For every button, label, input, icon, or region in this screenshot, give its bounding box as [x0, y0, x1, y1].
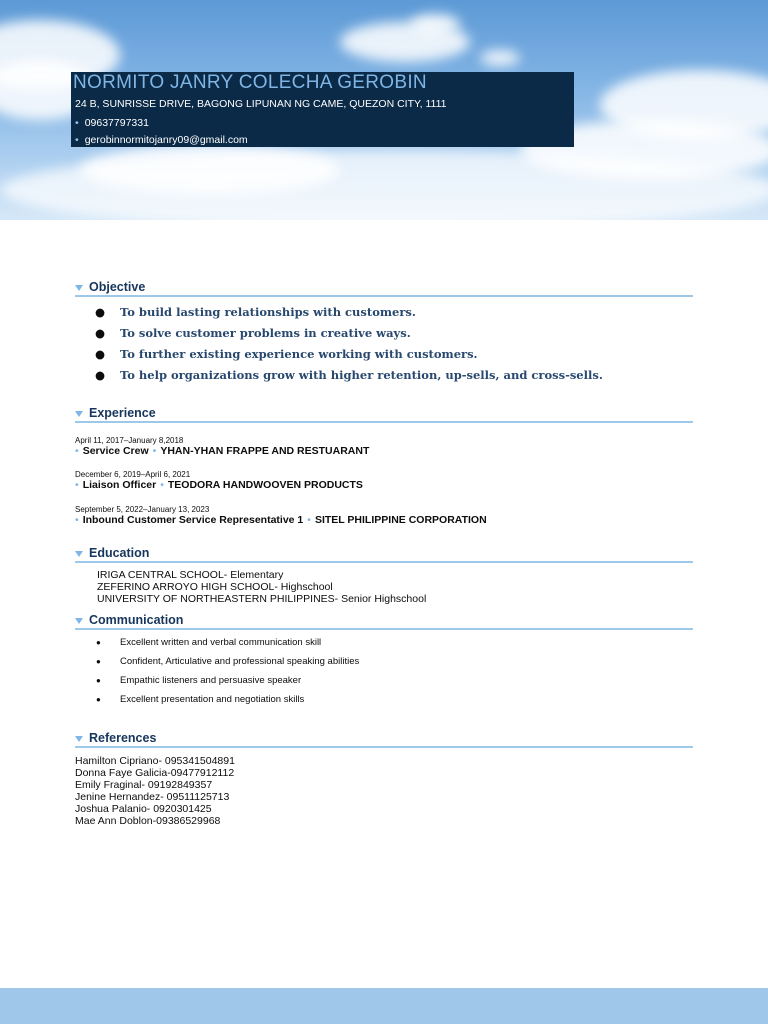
list-item — [95, 325, 603, 346]
header-contact-box — [71, 72, 574, 147]
separator: • — [75, 445, 79, 457]
reference-item: Joshua Palanio- 0920301425 — [75, 803, 212, 815]
section-title-education — [75, 546, 149, 560]
triangle-down-icon — [75, 411, 83, 417]
list-item — [96, 674, 359, 693]
communication-list — [96, 636, 359, 712]
phone: 09637797331 — [84, 117, 149, 129]
reference-item: Emily Fraginal- 09192849357 — [75, 779, 213, 791]
objective-text: To further existing experience working with customers. — [120, 347, 478, 361]
objective-list — [95, 304, 603, 388]
list-item — [95, 367, 603, 388]
separator: • — [307, 514, 311, 526]
references-title: References — [89, 731, 157, 745]
address: 24 B, SUNRISSE DRIVE, BAGONG LIPUNAN NG CAME, QUEZON CITY, 1111 — [75, 98, 447, 110]
separator: • — [75, 479, 79, 491]
triangle-down-icon — [75, 285, 83, 291]
section-rule — [75, 421, 693, 423]
list-item — [96, 693, 359, 712]
section-rule — [75, 628, 693, 630]
education-title: Education — [89, 546, 150, 560]
communication-text: Excellent presentation and negotiation skills — [120, 694, 305, 705]
triangle-down-icon — [75, 551, 83, 557]
bullet: ● — [95, 368, 106, 382]
job-line — [75, 514, 487, 526]
section-rule — [75, 561, 693, 563]
resume-name: NORMITO JANRY COLECHA GEROBIN — [73, 72, 427, 93]
communication-text: Empathic listeners and persuasive speaker — [120, 675, 302, 686]
section-title-references — [75, 731, 156, 745]
separator: • — [152, 445, 157, 457]
job-role: Inbound Customer Service Representative 1 — [82, 514, 304, 526]
job-dates: September 5, 2022–January 13, 2023 — [75, 505, 210, 514]
objective-text: To help organizations grow with higher retention, up-sells, and cross-sells. — [120, 368, 603, 382]
experience-title: Experience — [89, 406, 156, 420]
list-item — [96, 655, 359, 674]
reference-item: Jenine Hernandez- 09511125713 — [75, 791, 230, 803]
bullet: ● — [95, 305, 106, 319]
job-dates: April 11, 2017–January 8,2018 — [75, 436, 184, 445]
job-company: TEODORA HANDWOOVEN PRODUCTS — [167, 479, 363, 491]
separator: • — [160, 479, 164, 491]
job-dates: December 6, 2019–April 6, 2021 — [75, 470, 191, 479]
phone-line — [75, 117, 149, 129]
list-item — [95, 346, 603, 367]
reference-item: Donna Faye Galicia-09477912112 — [75, 767, 235, 779]
section-rule — [75, 295, 693, 297]
reference-item: Mae Ann Doblon-09386529968 — [75, 815, 221, 827]
cloud — [80, 145, 340, 195]
section-title-objective — [75, 280, 145, 294]
bullet: ● — [96, 657, 101, 666]
bullet: ● — [96, 638, 101, 647]
triangle-down-icon — [75, 736, 83, 742]
job-company: SITEL PHILIPPINE CORPORATION — [314, 514, 487, 526]
list-item — [95, 304, 603, 325]
email-line — [75, 134, 248, 146]
communication-text: Confident, Articulative and professional speaking abilities — [120, 656, 360, 667]
job-role: Service Crew — [82, 445, 149, 457]
job-company: YHAN-YHAN FRAPPE AND RESTUARANT — [160, 445, 370, 457]
bullet: ● — [96, 676, 101, 685]
communication-text: Excellent written and verbal communication skill — [120, 637, 322, 648]
cloud — [410, 14, 460, 34]
section-title-experience — [75, 406, 156, 420]
triangle-down-icon — [75, 618, 83, 624]
objective-text: To build lasting relationships with customers. — [120, 305, 416, 319]
footer-band — [0, 988, 768, 1024]
bullet: ● — [95, 347, 106, 361]
bullet: ● — [96, 695, 101, 704]
email: gerobinnormitojanry09@gmail.com — [84, 134, 248, 146]
education-item: ZEFERINO ARROYO HIGH SCHOOL- Highschool — [97, 581, 333, 593]
cloud — [480, 50, 520, 66]
communication-title: Communication — [89, 613, 184, 627]
education-item: IRIGA CENTRAL SCHOOL- Elementary — [97, 569, 284, 581]
job-role: Liaison Officer — [82, 479, 157, 491]
bullet: • — [75, 134, 79, 146]
job-line — [75, 445, 369, 457]
job-line — [75, 479, 363, 491]
bullet: • — [75, 117, 79, 129]
section-rule — [75, 746, 693, 748]
education-item: UNIVERSITY OF NORTHEASTERN PHILIPPINES- Senior Highschool — [97, 593, 427, 605]
separator: • — [75, 514, 79, 526]
objective-title: Objective — [89, 280, 146, 294]
bullet: ● — [95, 326, 106, 340]
objective-text: To solve customer problems in creative ways. — [120, 326, 411, 340]
reference-item: Hamilton Cipriano- 095341504891 — [75, 755, 235, 767]
list-item — [96, 636, 359, 655]
section-title-communication — [75, 613, 183, 627]
